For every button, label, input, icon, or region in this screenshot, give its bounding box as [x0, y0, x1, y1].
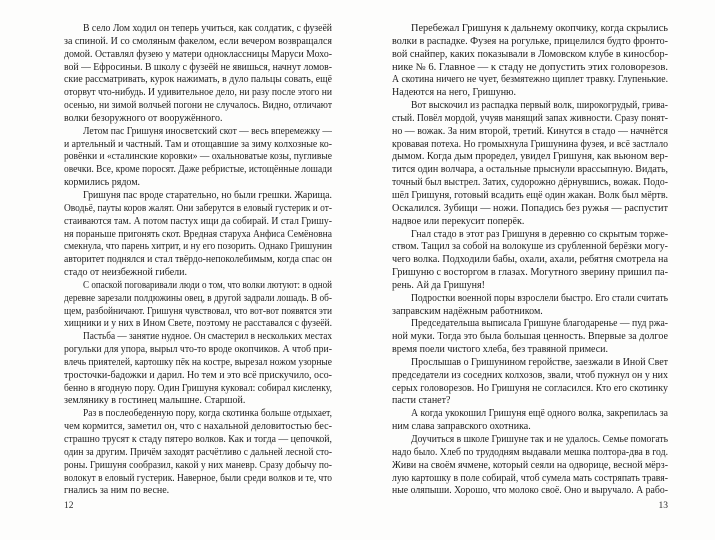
text-line [392, 216, 668, 229]
text-line [64, 293, 332, 306]
text-line [64, 126, 332, 139]
text-line-content: С опаской поговаривали люди о том, что волки лютуют: в одной [83, 279, 332, 291]
text-line [392, 344, 668, 357]
text-line [392, 177, 668, 190]
text-line-content: чего волка. Подходили бабы, охали, ахали, ребятня смотрела на [392, 254, 668, 266]
text-line-content: лую картошку в поле собирай, чтоб сумела мать состряпать травя- [392, 472, 668, 484]
text-line [64, 151, 332, 164]
text-line [64, 164, 332, 177]
text-line [392, 229, 668, 242]
text-line-content: ством. Тащил за собой на волокуше из срубленной берёзки могу- [392, 241, 668, 253]
text-line [392, 383, 668, 396]
text-line [392, 190, 668, 203]
text-line-content: Гнал стадо в этот раз Гришуня в деревню со скрытым торже- [411, 228, 668, 240]
text-line-content: Подростки военной поры взрослели быстро. Его стали считать [411, 292, 668, 304]
text-line-content: Доучиться в школе Гришуне так и не удалось. Семье помогать [411, 434, 668, 445]
text-line-content: и артельный и частный. Там и отощавшие за зиму колхозные ко- [64, 138, 332, 150]
text-line [64, 280, 332, 293]
text-line [392, 203, 668, 216]
text-line [392, 434, 668, 447]
text-line-content: надвое или перекусит поперёк. [392, 215, 525, 227]
page-12-textblock [64, 23, 332, 498]
text-line [392, 473, 668, 486]
text-line-content: Гришуню с восторгом в глазах. Могутного зверину пришил па- [392, 267, 668, 279]
text-line [392, 74, 668, 87]
text-line [64, 485, 332, 498]
text-line [64, 344, 332, 357]
text-line [392, 357, 668, 370]
text-line [64, 395, 332, 408]
text-line [392, 126, 668, 139]
text-line-content: влечь приятелей, картошку пёк на костре, вырезал ножом узорные [64, 356, 332, 368]
text-line-content: ним слава заправского охотника. [392, 421, 531, 433]
text-line [392, 36, 668, 49]
text-line-content: Гришуня пас вроде старательно, но были грешки. Жарища. [83, 189, 332, 201]
text-line-content: один за другим. Причём заходят расчётливо с дальней лесной сто- [64, 446, 332, 458]
text-line [64, 370, 332, 383]
text-line-content: стаиваются там. А потом пастух ищи да собирай. И стал Гришу- [64, 215, 332, 227]
text-line [64, 306, 332, 319]
text-line-content: кормились рядом. [64, 177, 141, 189]
text-line-content: рень. Ай да Гришуня! [392, 279, 485, 291]
text-line [64, 357, 332, 370]
text-line [392, 395, 668, 408]
text-line [64, 383, 332, 396]
text-line-content: чем кормится, заметил он, что с нахальной деловитостью бес- [64, 421, 332, 433]
text-line [64, 113, 332, 126]
text-line [64, 49, 332, 62]
text-line-content: Надеются на него, Гришуню. [392, 87, 517, 99]
text-line-content: председатели из соседних колхозов, звали, чтоб пужнул он у них [392, 369, 668, 381]
text-line [64, 408, 332, 421]
text-line [392, 280, 668, 293]
text-line [64, 36, 332, 49]
text-line-content: точный был выстрел. Затих, судорожно дёрнувшись, вожак. Подо- [392, 177, 668, 189]
text-line [64, 87, 332, 100]
text-line-content: вой — Ефросиньи. В школу с фузеёй не явишься, начнут ломов- [64, 61, 332, 73]
text-line [392, 62, 668, 75]
text-line-content: осенью, ни зимой волчьей погони не случалось. Видно, отличают [64, 100, 332, 112]
text-line-content: Председательша выписала Гришуне благодаренье — пуд ржа- [411, 318, 668, 330]
text-line-content: Оскалился. Зубищи — ножи. Попадись без ружья — распустит [392, 202, 668, 214]
text-line-content: Перебежал Гришуня к дальнему окопчику, когда скрылись [411, 23, 668, 34]
text-line [392, 318, 668, 331]
text-line-content: рогульки для упора, вырыл что-то вроде окопчиков. А чтоб при- [64, 344, 332, 356]
text-line [392, 408, 668, 421]
text-line-content: за спиной. И со смоляным факелом, если вечером возвращался [64, 35, 332, 47]
text-line-content: землянику в гостинец малышне. Старшой. [64, 395, 246, 407]
text-line-content: тится один волчара, а остальные прыснули врассыпную. Видать, [392, 164, 668, 176]
text-line-content: домой. Оставлял фузею у матери одноклассницы Маруси Мохо- [64, 48, 332, 60]
text-line [392, 113, 668, 126]
text-line-content: А когда укокошил Гришуня ещё одного волка, закрепилась за [411, 408, 668, 420]
text-line [64, 318, 332, 331]
page-number-right: 13 [658, 501, 668, 512]
text-line-content: Прослышав о Гришунином геройстве, заезжали в Иной Свет [411, 356, 668, 368]
text-line [64, 177, 332, 190]
text-line-content: ной муки. Тогда это была большая ценность. Впервые за долгое [392, 331, 668, 343]
text-line [392, 267, 668, 280]
text-line [64, 100, 332, 113]
text-line-content: волки в распадке. Фузея на рогульке, прицелился будто фронто- [392, 35, 668, 47]
text-line-content: Вот выскочил из распадка первый волк, широкогрудый, грива- [411, 100, 668, 112]
text-line-content: деревне зарезали полдюжины овец, в другой задрали лошадь. В об- [64, 292, 332, 304]
text-line-content: кровавая потеха. Но громыхнула Гришунина фузея, и всё застлало [392, 138, 668, 150]
text-line-content: ские рассматривать, курок нажимать, в дуло пальцы совать, ещё [64, 74, 332, 86]
text-line [392, 139, 668, 152]
text-line [392, 100, 668, 113]
text-line [64, 216, 332, 229]
text-line-content: шёл Гришуня, готовый всадить ещё один жакан. Волк был мёртв. [392, 189, 668, 201]
text-line-content: заправским надёжным работником. [392, 305, 543, 317]
text-line-content: стый. Повёл мордой, учуяв манящий запах живности. Сразу понят- [392, 112, 668, 124]
text-line-content: овечки. Все, кроме поросят. Даже ребристые, истощённые лошади [64, 164, 332, 176]
text-line [64, 267, 332, 280]
text-line [392, 241, 668, 254]
text-line-content: бенно в ягодную пору. Один Гришуня куковал: собирал кисленку, [64, 382, 332, 394]
text-line [64, 139, 332, 152]
text-line-content: серых головорезов. Но Гришуня не согласился. Кто его скотинку [392, 382, 668, 394]
text-line-content: пасти станет? [392, 395, 451, 407]
page-13-textblock [392, 23, 668, 498]
text-line-content: волки безоружного от вооружённого. [64, 112, 223, 124]
text-line-content: оторвут что-нибудь. И удивительное дело, ни разу после этого ни [64, 87, 332, 99]
text-line-content: дымом. Когда дым проредел, увидел Гришуня, как вьюном вер- [392, 151, 668, 163]
text-line-content: А скотина ничего не чует, безмятежно щиплет травку. Глупенькие. [392, 74, 668, 86]
text-line [64, 434, 332, 447]
text-line-content: надо было. Хлеб по трудодням выдавали мешка полтора-два в год. [392, 446, 668, 458]
text-line-content: авторитет поднялся и стал твёрдо-непоколебимым, когда спас он [64, 254, 332, 266]
text-line-content: волокут в еловый густерик. Наверное, были среди волков и те, что [64, 472, 332, 484]
text-line [64, 190, 332, 203]
text-line-content: ня пораньше пригонять скот. Вредная старуха Анфиса Семёновна [64, 228, 332, 240]
text-line [392, 87, 668, 100]
page-right [392, 23, 668, 512]
text-line-content: Пастьба — занятие нудное. Он смастерил в нескольких местах [83, 331, 332, 343]
text-line [64, 331, 332, 344]
text-line-content: роны. Гришуня сообразил, какой у них маневр. Сразу добычу по- [64, 459, 332, 471]
text-line-content: стадо от неизбежной гибели. [64, 267, 187, 279]
text-line-content: Раз в послеобеденную пору, когда скотинка больше отдыхает, [83, 408, 332, 420]
text-line-content: ные оляпыши. Хорошо, что молоко своё. Оно и выручало. А рабо- [392, 485, 668, 497]
text-line-content: хищники и у них в Ином Свете, поэтому не расставался с фузеёй. [64, 318, 332, 330]
text-line-content: смекнула, что парень хитрит, и ну его позорить. Однако Гришунин [64, 241, 332, 253]
text-line [392, 460, 668, 473]
page-left [64, 23, 332, 512]
text-line-content: но — вожак. За ним второй, третий. Кинутся в стадо — начнётся [392, 125, 668, 137]
text-line [64, 447, 332, 460]
page-number-left: 12 [64, 501, 74, 512]
text-line-content: Летом пас Гришуня иносветский скот — весь вперемежку — [83, 125, 332, 137]
text-line-content: Оводьё, пауты коров жалят. Они заберутся в еловый густерик и от- [64, 202, 332, 214]
text-line-content: ровёнки и «сталинские коровки» — охальноватые козы, пугливые [64, 151, 332, 163]
text-line [392, 151, 668, 164]
text-line [392, 254, 668, 267]
text-line [64, 473, 332, 486]
text-line [392, 370, 668, 383]
text-line [392, 164, 668, 177]
text-line [64, 254, 332, 267]
text-line [64, 62, 332, 75]
text-line [64, 74, 332, 87]
text-line [392, 49, 668, 62]
text-line-content: время поели чистого хлеба, без травяной примеси. [392, 344, 609, 356]
text-line [392, 293, 668, 306]
text-line [64, 229, 332, 242]
text-line-content: страшно трусят к стаду пятеро волков. Как и тогда — цепочкой, [64, 434, 332, 445]
text-line-content: гнались за ним по весне. [64, 485, 170, 497]
text-line [64, 203, 332, 216]
text-line [392, 485, 668, 498]
text-line [64, 23, 332, 36]
text-line [392, 447, 668, 460]
text-line-content: вой снайпер, каких показывали в Ломовском клубе в киносбор- [392, 48, 668, 60]
text-line [64, 460, 332, 473]
text-line [392, 23, 668, 36]
text-line-content: нике № 6. Главное — к стаду не допустить этих головорезов. [392, 61, 668, 73]
text-line-content: Живи на своём ячмене, который сеяли на одворице, весной мёрз- [392, 459, 668, 471]
text-line [392, 331, 668, 344]
text-line [392, 306, 668, 319]
text-line-content: щем, разбойничают. Гришуня чувствовал, что вот-вот появятся эти [64, 305, 332, 317]
text-line [64, 241, 332, 254]
text-line [392, 421, 668, 434]
text-line-content: тросточки-бадожки и дарил. Но тем и это всё прискучило, осо- [64, 369, 332, 381]
text-line [64, 421, 332, 434]
text-line-content: В село Лом ходил он теперь учиться, как солдатик, с фузеёй [83, 23, 332, 34]
